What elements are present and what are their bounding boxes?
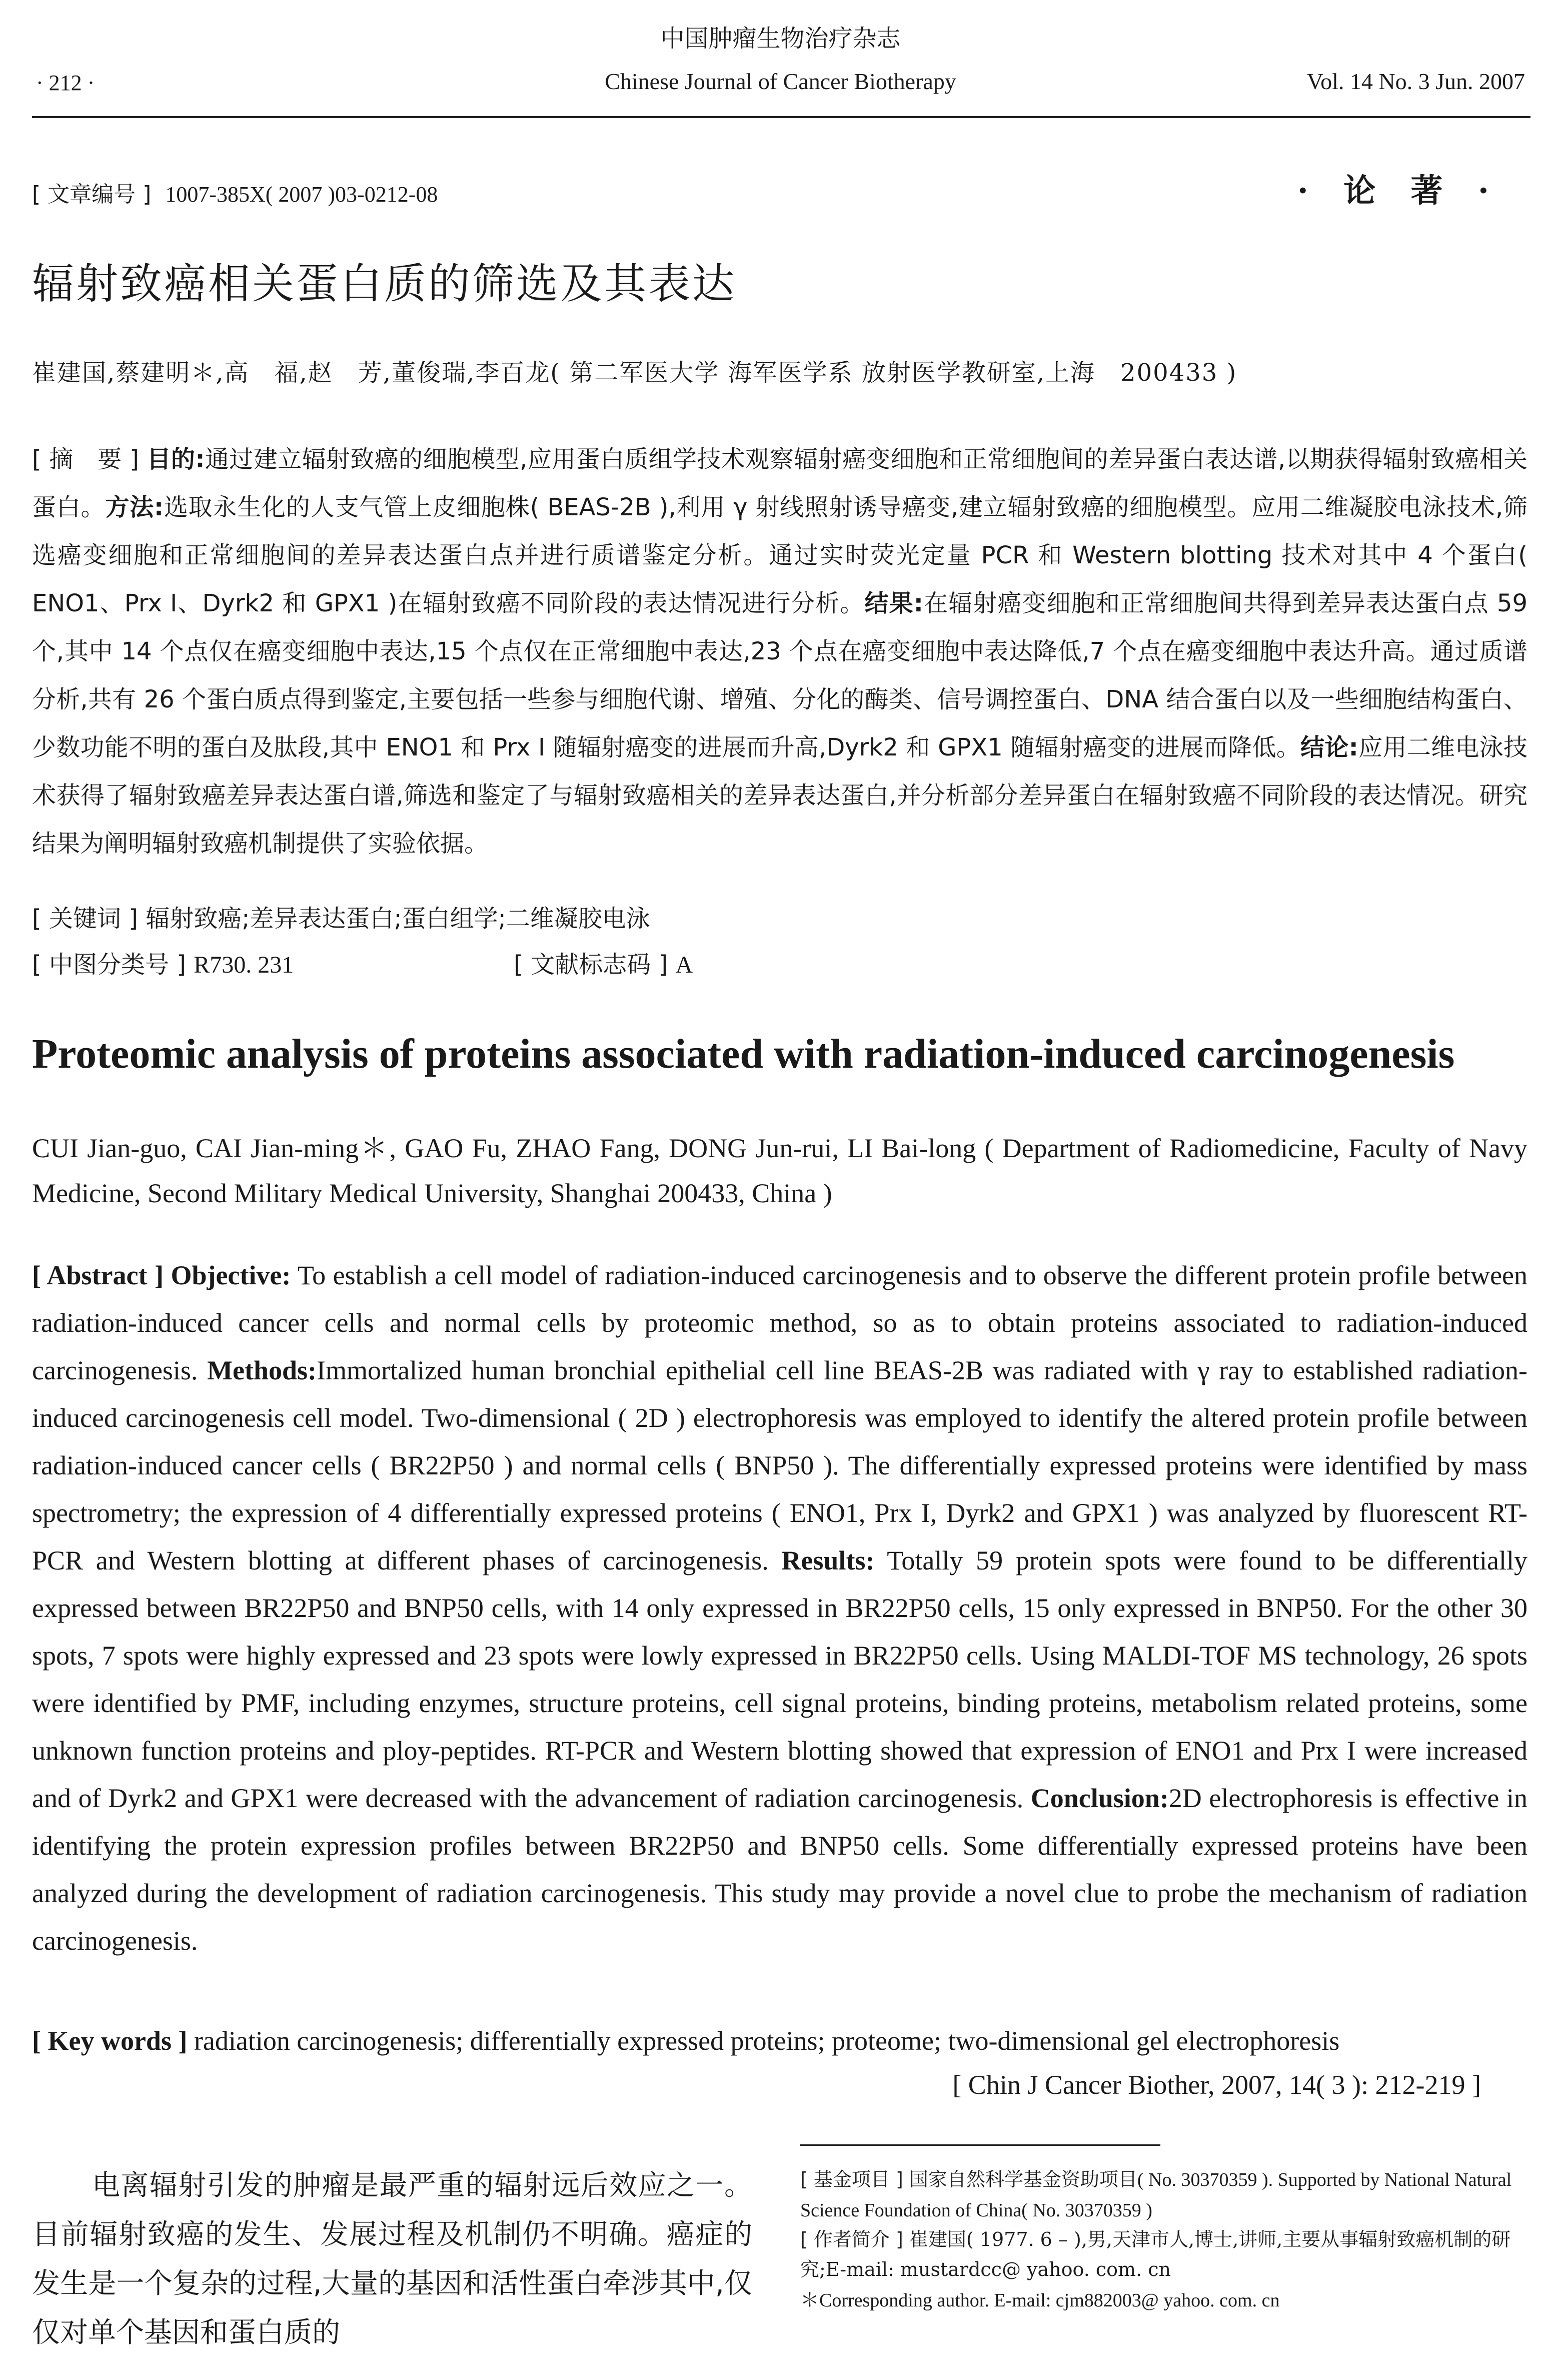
article-number-label: [ 文章编号 ]	[32, 182, 152, 207]
authors-en: CUI Jian-guo, CAI Jian-ming＊, GAO Fu, ZHAO Fang, DONG Jun-rui, LI Bai-long ( Department of Radiomedicine, Faculty of Navy Medicine, Second Military Medical University, Shanghai 200433, China )	[32, 1133, 1527, 1208]
article-number-value: 1007-385X( 2007 )03-0212-08	[165, 182, 438, 207]
results-cn: 在辐射癌变细胞和正常细胞间共得到差异表达蛋白点 59 个,其中 14 个点仅在癌变细胞中表达,15 个点仅在正常细胞中表达,23 个点在癌变细胞中表达降低,7 个点在癌变细胞中表达升高。通过质谱分析,共有 26 个蛋白质点得到鉴定,主要包括一些参与细胞代谢、增殖、分化的酶类、信号调控蛋白、DNA 结合蛋白以及一些细胞结构蛋白、少数功能不明的蛋白及肽段,其中 ENO1 和 Prx I 随辐射癌变的进展而升高,Dyrk2 和 GPX1 随辐射癌变的进展而降低。	[32, 589, 1527, 761]
keywords-cn-value: 辐射致癌;差异表达蛋白;蛋白组学;二维凝胶电泳	[146, 905, 650, 933]
objective-cn: 通过建立辐射致癌的细胞模型,应用蛋白质组学技术观察辐射癌变细胞和正常细胞间的差异蛋白表达谱,以期获得辐射致癌相关蛋白。	[32, 445, 1527, 521]
footnote-fund	[800, 2164, 1530, 2225]
title-en: Proteomic analysis of proteins associated with radiation-induced carcinogenesis	[32, 1031, 1455, 1077]
citation: [ Chin J Cancer Biother, 2007, 14( 3 ): 212-219 ]	[952, 2070, 1481, 2100]
fund-text: 国家自然科学基金资助项目( No. 30370359 ). Supported by National Natural Science Foundation of China( No. 30370359 )	[800, 2169, 1512, 2221]
journal-title-cn: 中国肿瘤生物治疗杂志	[660, 25, 901, 53]
classification-cn	[32, 941, 1527, 989]
methods-en: Immortalized human bronchial epithelial cell line BEAS-2B was radiated with γ ray to established radiation-induced carcinogenesis cell model. Two-dimensional ( 2D ) electrophoresis was employed to identify the altered protein profile between radiation-induced cancer cells ( BR22P50 ) and normal cells ( BNP50 ). The differentially expressed proteins were identified by mass spectrometry; the expression of 4 differentially expressed proteins ( ENO1, Prx I, Dyrk2 and GPX1 ) was analyzed by fluorescent RT-PCR and Western blotting at different phases of carcinogenesis.	[32, 1355, 1528, 1575]
abstract-en	[32, 1252, 1527, 1965]
conclusion-cn-label: 结论:	[1300, 733, 1358, 761]
keywords-cn	[32, 895, 1527, 943]
article-number	[32, 176, 438, 208]
conclusion-cn: 应用二维电泳技术获得了辐射致癌差异表达蛋白谱,筛选和鉴定了与辐射致癌相关的差异表达蛋白,并分析部分差异蛋白在辐射致癌不同阶段的表达情况。研究结果为阐明辐射致癌机制提供了实验依据。	[32, 733, 1527, 858]
keywords-en	[32, 2017, 1527, 2065]
methods-cn-label: 方法:	[105, 493, 164, 521]
objective-en-label: Objective:	[171, 1260, 291, 1290]
title-cn: 辐射致癌相关蛋白质的筛选及其表达	[32, 259, 737, 308]
volume-info: Vol. 14 No. 3 Jun. 2007	[1306, 69, 1525, 94]
clc-label: [ 中图分类号 ]	[32, 951, 186, 979]
body-intro: 电离辐射引发的肿瘤是最严重的辐射远后效应之一。目前辐射致癌的发生、发展过程及机制仍不明确。癌症的发生是一个复杂的过程,大量的基因和活性蛋白牵涉其中,仅仅对单个基因和蛋白质的	[32, 2169, 752, 2349]
abstract-cn	[32, 435, 1527, 868]
author-bio-text: 崔建国( 1977. 6 – ),男,天津市人,博士,讲师,主要从事辐射致癌机制的研究;E-mail: mustardcc@ yahoo. com. cn	[800, 2228, 1511, 2280]
header-rule	[32, 116, 1530, 118]
methods-en-label: Methods:	[207, 1355, 317, 1385]
keywords-cn-label: [ 关键词 ]	[32, 905, 138, 933]
section-label: · 论 著 ·	[1297, 172, 1501, 210]
objective-en: To establish a cell model of radiation-induced carcinogenesis and to observe the different protein profile between radiation-induced cancer cells and normal cells by proteomic method, so as to obtain proteins associated to radiation-induced carcinogenesis.	[32, 1260, 1527, 1385]
doc-code-label: [ 文献标志码 ]	[514, 951, 668, 979]
page-number: · 212 ·	[36, 71, 95, 95]
authors-cn: 崔建国,蔡建明＊,高 福,赵 芳,董俊瑞,李百龙( 第二军医大学 海军医学系 放射医学教研室,上海 200433 )	[32, 359, 1237, 387]
author-bio-label: [ 作者简介 ]	[800, 2228, 903, 2250]
doc-code-value: A	[675, 952, 693, 978]
conclusion-en: 2D electrophoresis is effective in identifying the protein expression profiles between BR22P50 and BNP50 cells. Some differentially expressed proteins have been analyzed during the development of radiation carcinogenesis. This study may provide a novel clue to probe the mechanism of radiation carcinogenesis.	[32, 1783, 1527, 1956]
footnote-author	[800, 2224, 1530, 2284]
keywords-en-label: [ Key words ]	[32, 2026, 188, 2056]
objective-cn-label: 目的:	[147, 445, 205, 473]
results-cn-label: 结果:	[864, 589, 923, 617]
abstract-cn-label: [ 摘 要 ]	[32, 445, 139, 473]
results-en: Totally 59 protein spots were found to be differentially expressed between BR22P50 and BNP50 cells, with 14 only expressed in BR22P50 cells, 15 only expressed in BNP50. For the other 30 spots, 7 spots were highly expressed and 23 spots were lowly expressed in BR22P50 cells. Using MALDI-TOF MS technology, 26 spots were identified by PMF, including enzymes, structure proteins, cell signal proteins, binding proteins, metabolism related proteins, some unknown function proteins and ploy-peptides. RT-PCR and Western blotting showed that expression of ENO1 and Prx I were increased and of Dyrk2 and GPX1 were decreased with the advancement of radiation carcinogenesis.	[32, 1545, 1528, 1813]
abstract-en-label: [ Abstract ]	[32, 1260, 164, 1290]
journal-title-en: Chinese Journal of Cancer Biotherapy	[605, 69, 956, 94]
results-en-label: Results:	[781, 1545, 875, 1575]
fund-label: [ 基金项目 ]	[800, 2168, 903, 2190]
clc-value: R730. 231	[194, 952, 294, 978]
keywords-en-value: radiation carcinogenesis; differentially expressed proteins; proteome; two-dimensional gel electrophoresis	[194, 2026, 1340, 2056]
footnote-corresponding: ＊Corresponding author. E-mail: cjm882003@ yahoo. com. cn	[800, 2290, 1280, 2311]
methods-cn: 选取永生化的人支气管上皮细胞株( BEAS-2B ),利用 γ 射线照射诱导癌变,建立辐射致癌的细胞模型。应用二维凝胶电泳技术,筛选癌变细胞和正常细胞间的差异表达蛋白点并进行质谱鉴定分析。通过实时荧光定量 PCR 和 Western blotting 技术对其中 4 个蛋白( ENO1、Prx I、Dyrk2 和 GPX1 )在辐射致癌不同阶段的表达情况进行分析。	[32, 493, 1527, 617]
conclusion-en-label: Conclusion:	[1030, 1783, 1169, 1813]
footnote-rule	[800, 2144, 1160, 2146]
